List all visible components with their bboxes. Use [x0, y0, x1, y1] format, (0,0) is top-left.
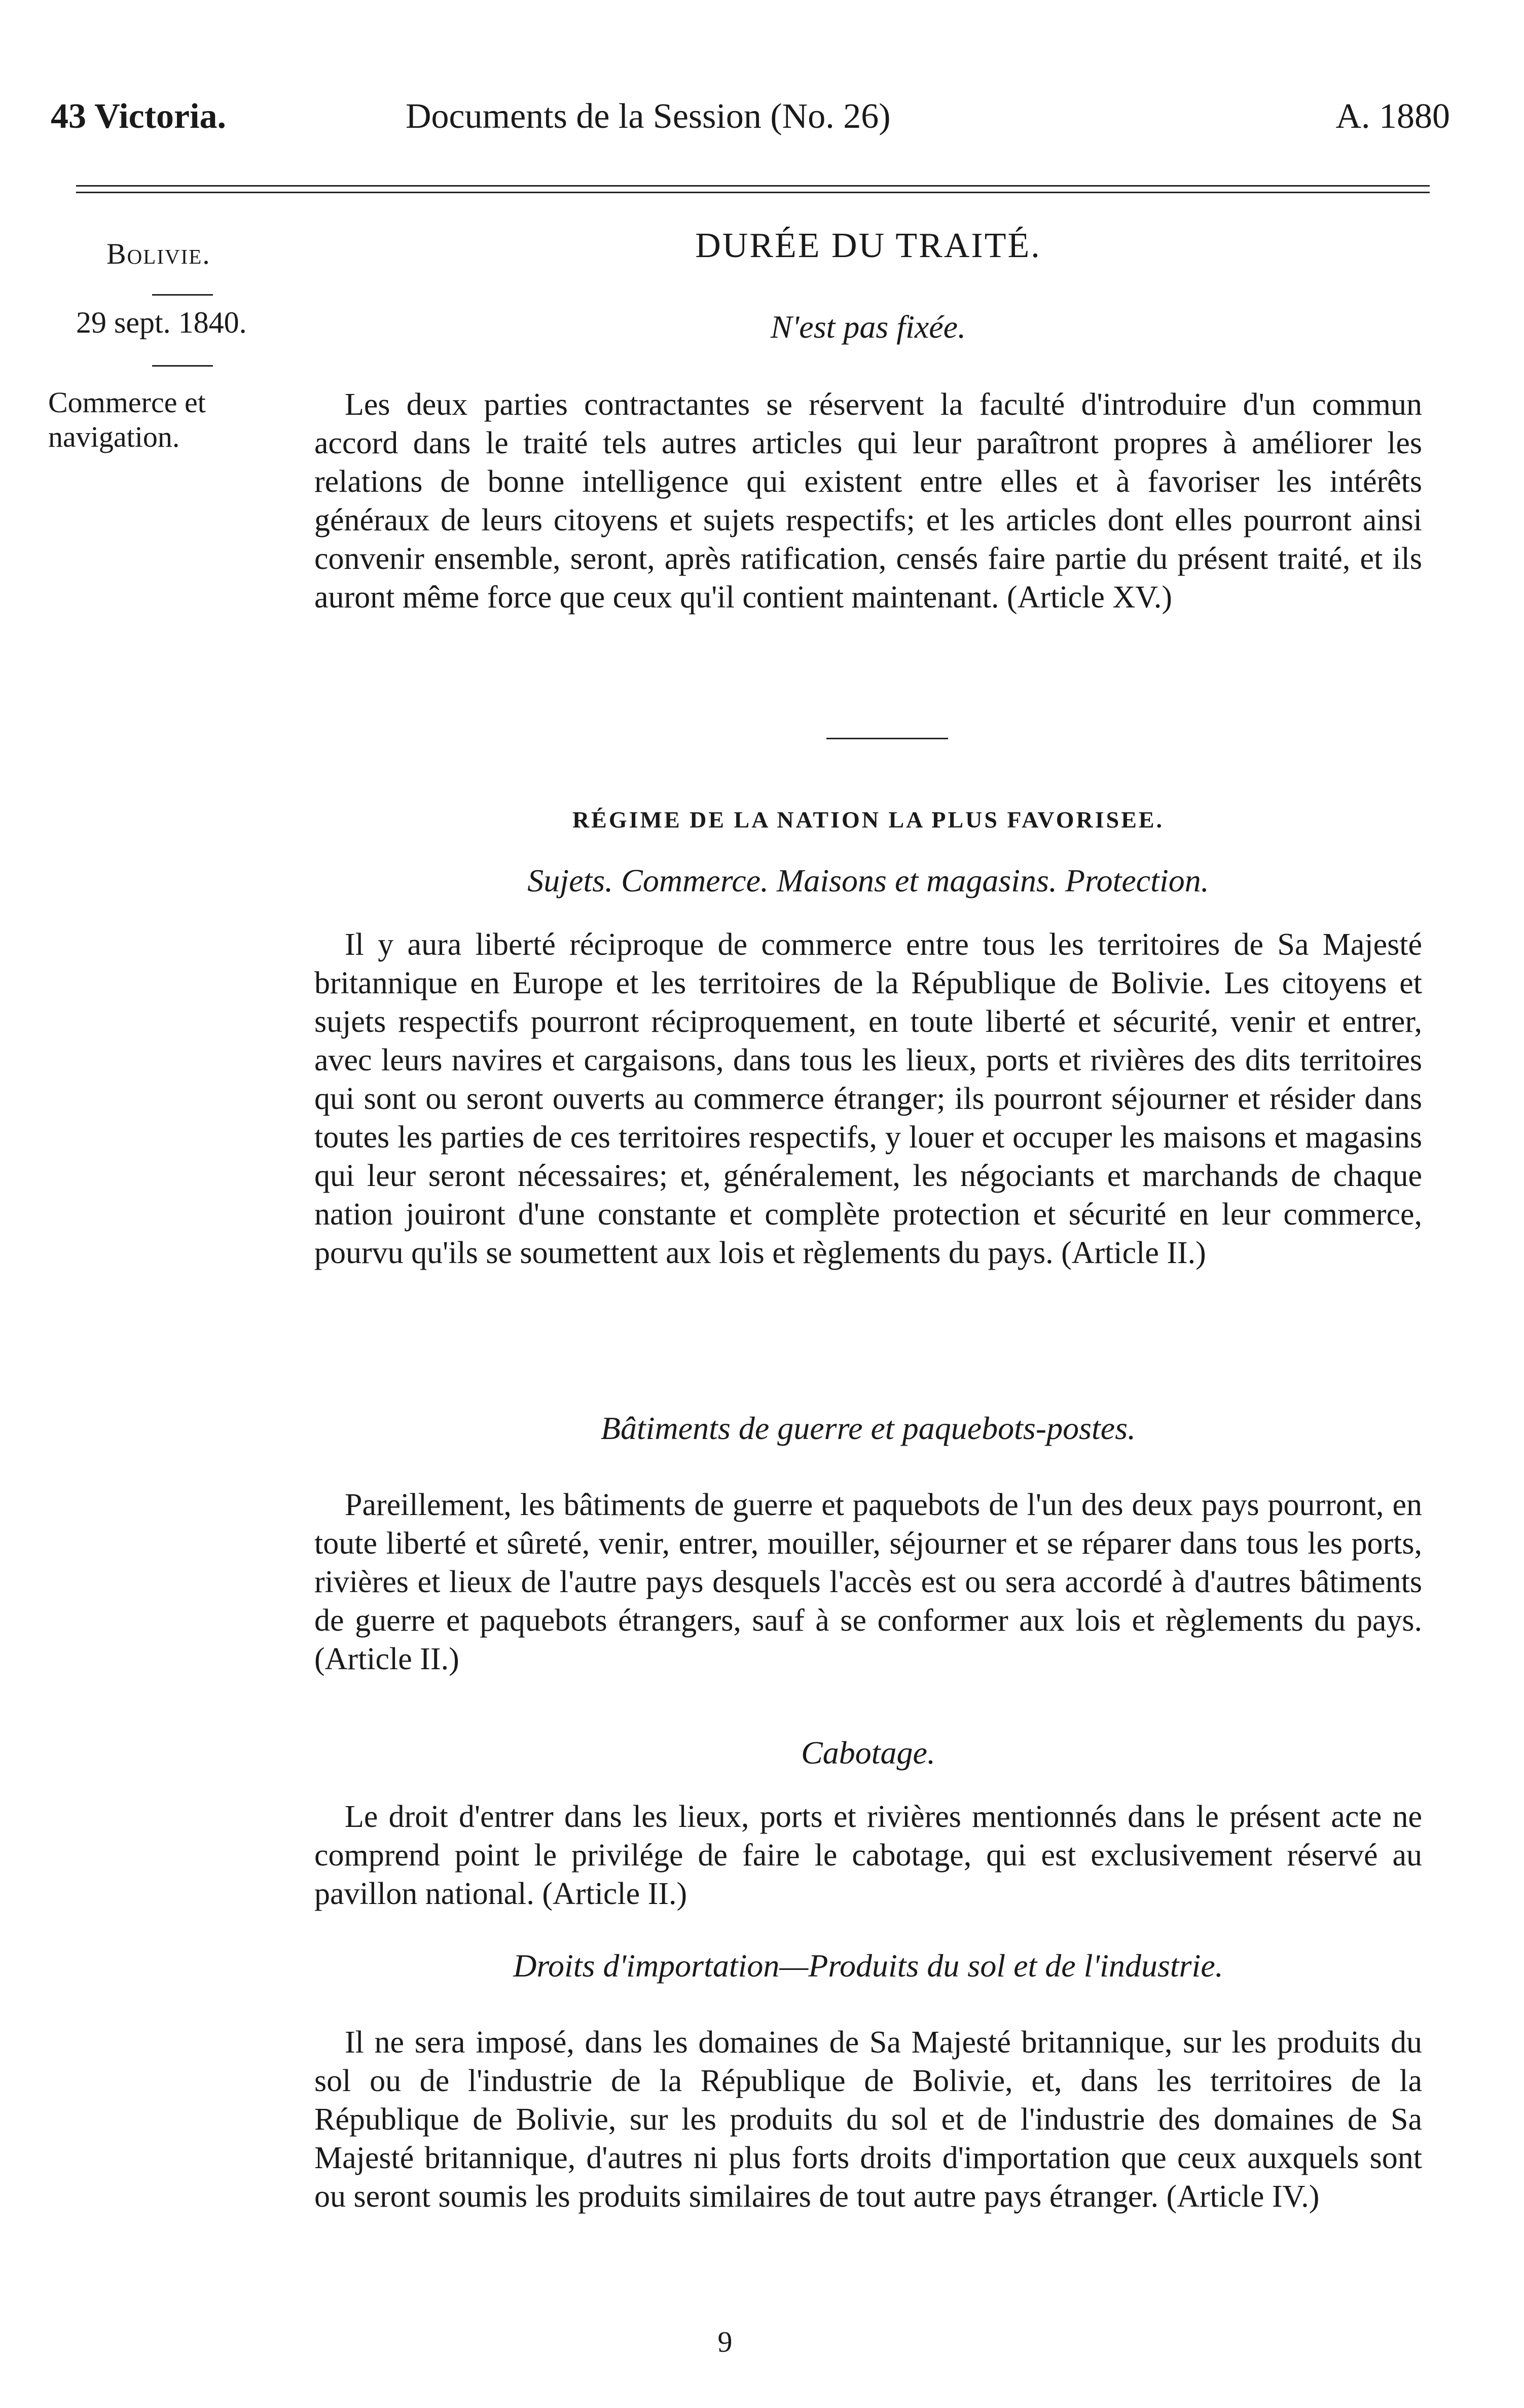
subheading-batiments: Bâtiments de guerre et paquebots-postes. — [600, 1410, 1136, 1446]
paragraph-batiments: Pareillement, les bâtiments de guerre et paquebots de l'un des deux pays pourront, en toute liberté et sûreté, venir, entrer, mouiller, séjourner et se réparer dans tous les ports, rivières et lieux de l'autre pays desquels l'accès est ou sera accordé à d'autres bâtiments de guerre et paquebots étrangers, sauf à se conformer aux lois et règlements du pays. (Article II.) — [314, 1488, 1422, 1676]
paragraph-droits: Il ne sera imposé, dans les domaines de Sa Majesté britannique, sur les produits du sol ou de l'industrie de la République de Bolivie, et, dans les territoires de la République de Bolivie, sur les produits du sol et de l'industrie des domaines de Sa Majesté britannique, d'autres ni plus forts droits d'importation que ceux auxquels sont ou seront soumis les produits similaires de tout autre pays étranger. (Article IV.) — [314, 2025, 1422, 2214]
subheading-cabotage: Cabotage. — [801, 1735, 935, 1771]
margin-country: Bolivie. — [106, 237, 211, 270]
subheading-nest-pas-fixee: N'est pas fixée. — [770, 309, 966, 345]
header-year: A. 1880 — [1335, 97, 1450, 136]
section-separator — [826, 738, 948, 739]
header-rule-top — [76, 185, 1430, 187]
heading-duree: DURÉE DU TRAITÉ. — [695, 226, 1041, 265]
paragraph-duree: Les deux parties contractantes se réservent la faculté d'introduire d'un commun accord dans le traité tels autres articles qui leur paraîtront propres à améliorer les relations de bonne intelligence qui existent entre elles et à favoriser les intérêts généraux de leurs citoyens et sujets respectifs; et les articles dont elles pourront ainsi convenir ensemble, seront, après ratification, censés faire partie du présent traité, et ils auront même force que ceux qu'il contient maintenant. (Article XV.) — [314, 387, 1422, 615]
header-title: Documents de la Session (No. 26) — [406, 97, 891, 136]
subheading-droits: Droits d'importation—Produits du sol et de l'industrie. — [513, 1948, 1223, 1984]
margin-subject: Commerce et navigation. — [48, 386, 206, 453]
margin-date: 29 sept. 1840. — [76, 306, 247, 339]
running-header — [51, 96, 1450, 152]
margin-rule-2 — [152, 365, 213, 367]
margin-rule-1 — [152, 294, 213, 296]
heading-regime: RÉGIME DE LA NATION LA PLUS FAVORISEE. — [572, 807, 1165, 833]
header-rule-bottom — [76, 192, 1430, 193]
header-volume: 43 Victoria. — [51, 97, 227, 136]
subheading-sujets: Sujets. Commerce. Maisons et magasins. Protection. — [527, 862, 1209, 898]
paragraph-sujets: Il y aura liberté réciproque de commerce entre tous les territoires de Sa Majesté britannique en Europe et les territoires de la République de Bolivie. Les citoyens et sujets respectifs pourront réciproquement, en toute liberté et sécurité, venir et entrer, avec leurs navires et cargaisons, dans tous les lieux, ports et rivières des dits territoires qui sont ou seront ouverts au commerce étranger; ils pourront séjourner et résider dans toutes les parties de ces territoires respectifs, y louer et occuper les maisons et magasins qui leur seront nécessaires; et, généralement, les négociants et marchands de chaque nation jouiront d'une constante et complète protection et sécurité en leur commerce, pourvu qu'ils se soumettent aux lois et règlements du pays. (Article II.) — [314, 927, 1422, 1270]
page-number: 9 — [717, 2325, 733, 2358]
paragraph-cabotage: Le droit d'entrer dans les lieux, ports et rivières mentionnés dans le présent acte ne comprend point le privilége de faire le cabotage, qui est exclusivement réservé au pavillon national. (Article II.) — [314, 1800, 1422, 1911]
